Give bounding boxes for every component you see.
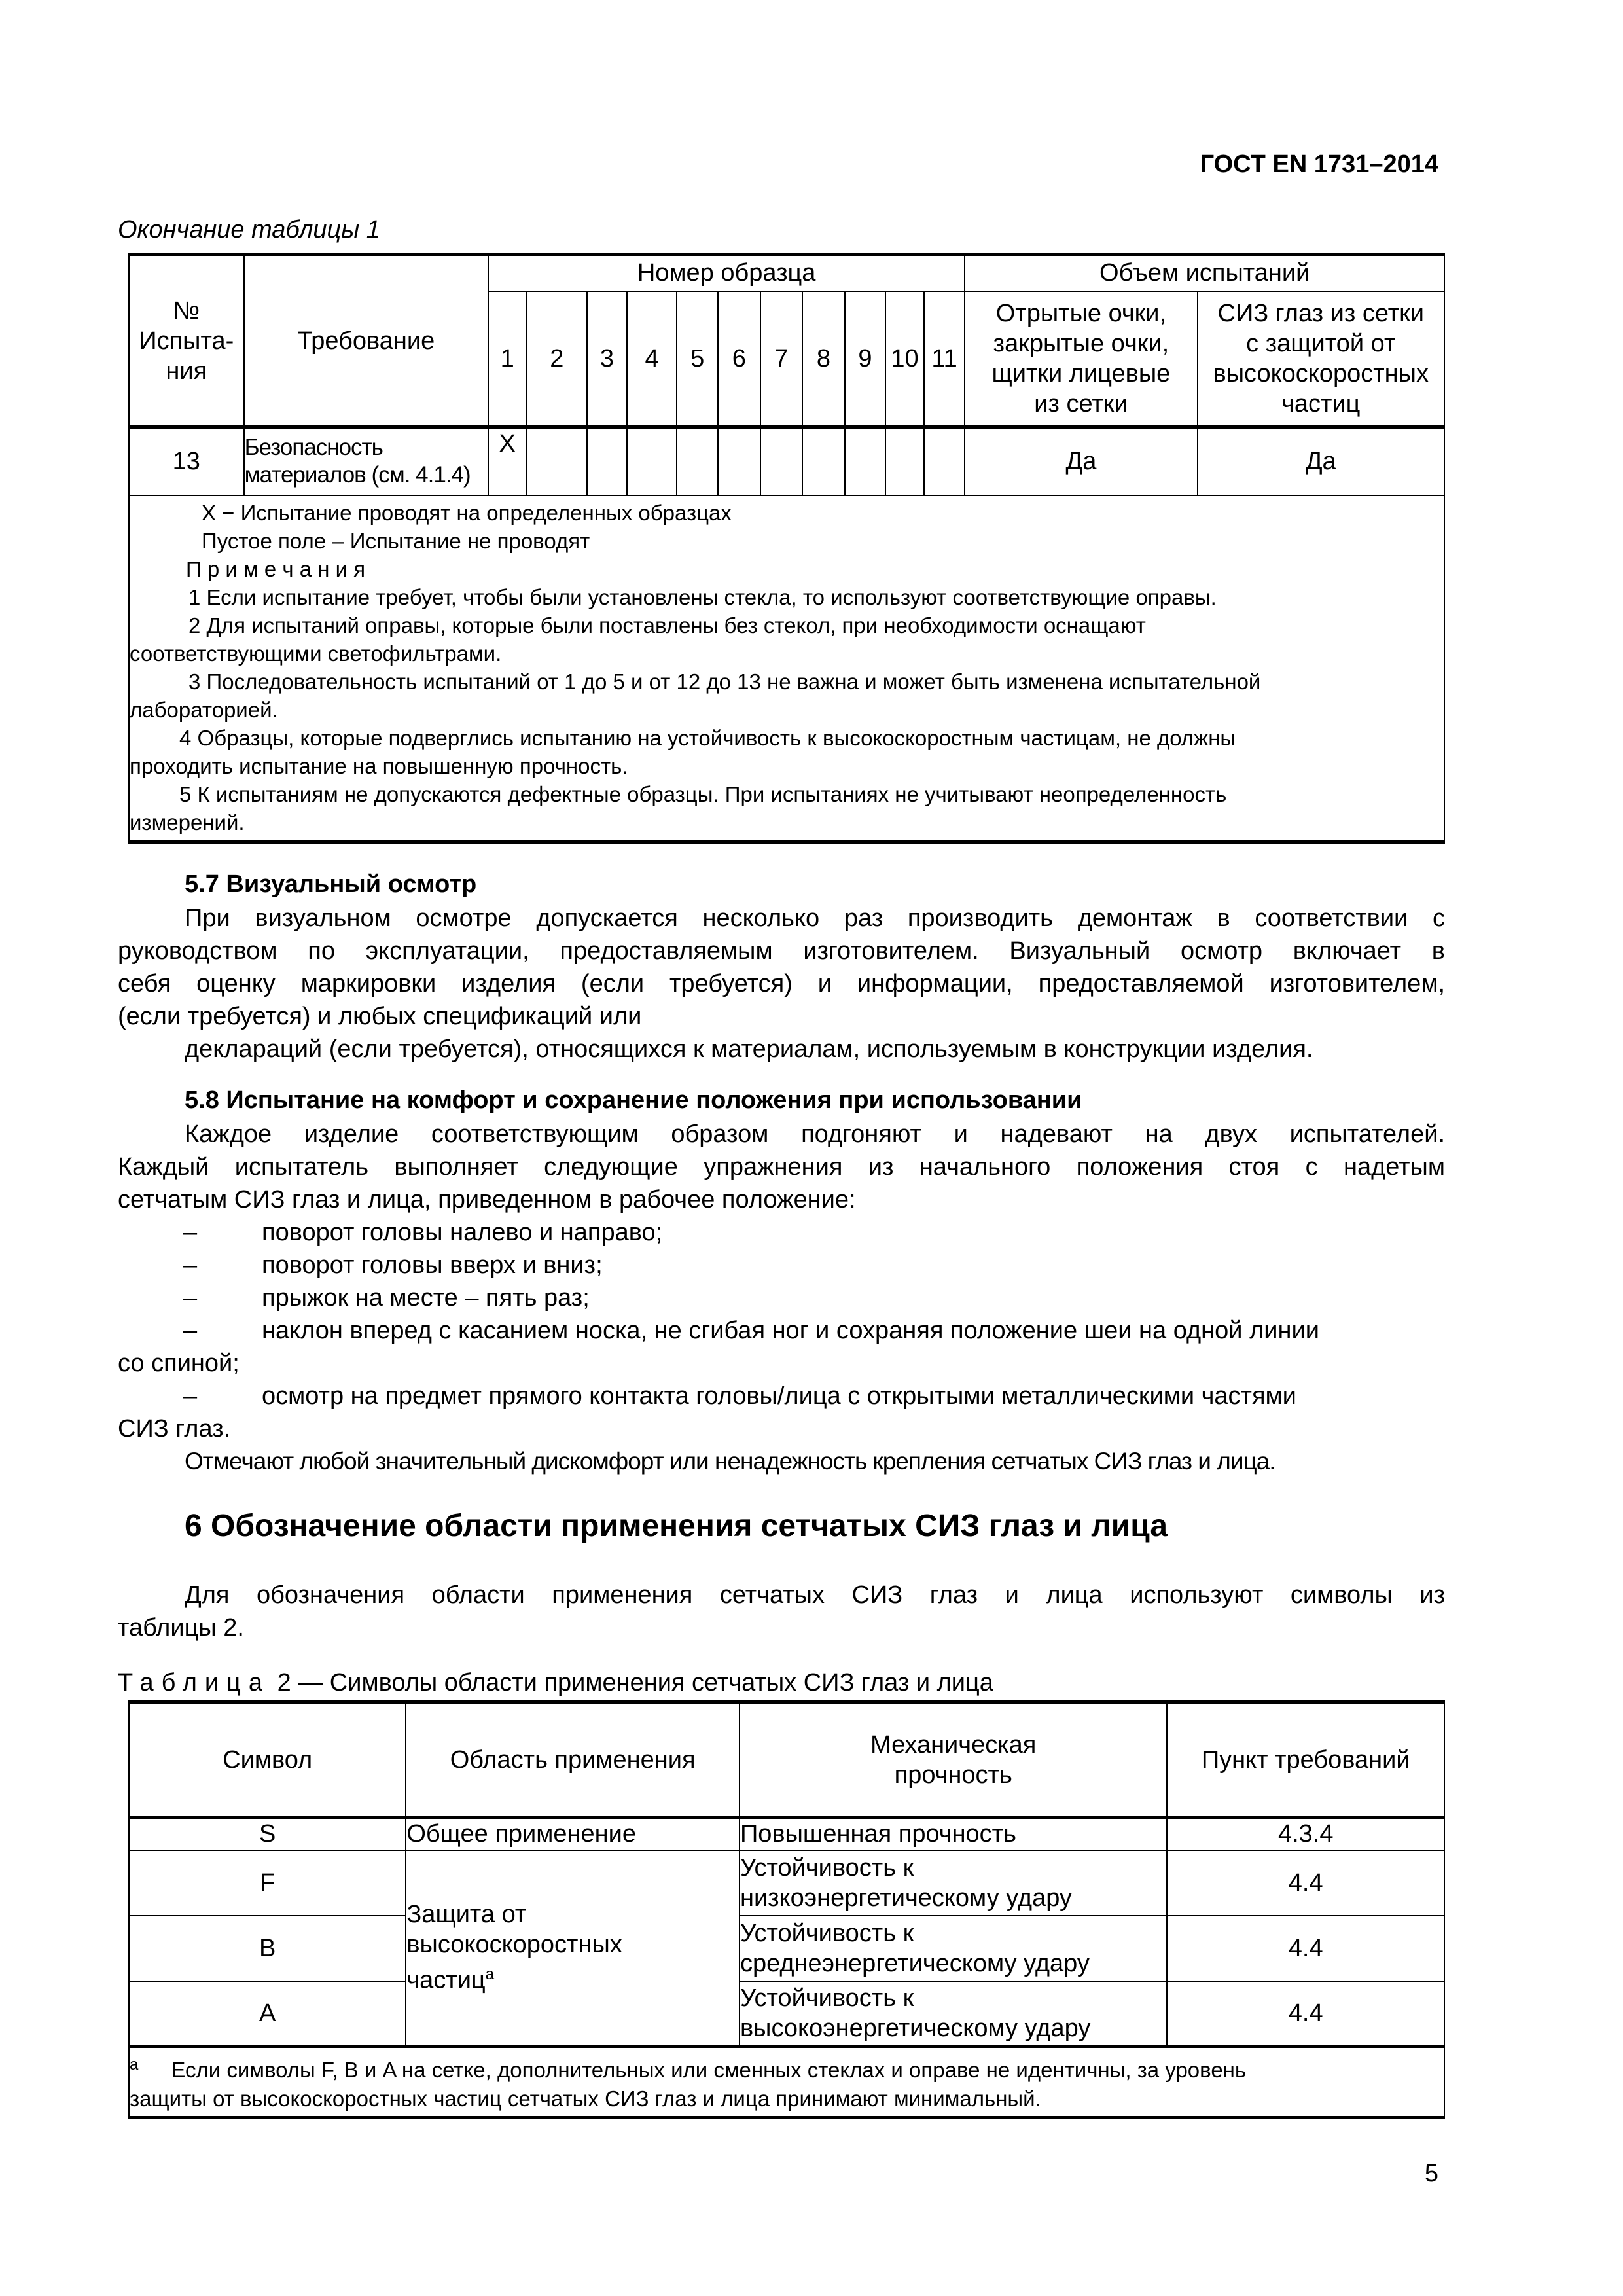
t2-row-strength: Устойчивость к среднеэнергетическому удару <box>740 1916 1167 1981</box>
row-sample-10 <box>885 427 924 495</box>
t2-header-clause: Пункт требований <box>1167 1702 1444 1818</box>
section-5-8-intro: Каждое изделие соответствующим образом подгоняют и надевают на двух испытателей. Каждый испытатель выполняет следующие упражнения из начального положения стоя с надетым сетчатым СИЗ глаз и лица, приведенном в рабочее положение: <box>118 1121 1445 1213</box>
notes-heading: П р и м е ч а н и я <box>186 556 366 581</box>
row-sample-2 <box>526 427 587 495</box>
row-sample-3 <box>587 427 627 495</box>
document-code: ГОСТ EN 1731–2014 <box>1200 151 1438 178</box>
sample-col-5: 5 <box>677 291 718 427</box>
t2-header-symbol: Символ <box>129 1702 406 1818</box>
note-x-legend: X − Испытание проводят на определенных образцах <box>202 500 732 525</box>
sample-col-7: 7 <box>760 291 803 427</box>
t2-row-area: Общее применение <box>406 1818 740 1850</box>
scope-col-mesh-ppe: СИЗ глаз из сетки с защитой от высокоскоростных частиц <box>1198 291 1445 427</box>
sample-col-1: 1 <box>488 291 527 427</box>
sample-col-2: 2 <box>526 291 587 427</box>
row-sample-7 <box>760 427 803 495</box>
row-sample-4 <box>627 427 677 495</box>
t2-merged-area: Защита от высокоскоростных частиц$^a$ <box>406 1850 740 2047</box>
table2-caption: Таблица 2 — Символы области применения сетчатых СИЗ глаз и лица <box>118 1669 993 1696</box>
table1-caption: Окончание таблицы 1 <box>118 216 380 243</box>
note-3-cont: лабораторией. <box>130 697 278 722</box>
t2-row-clause: 4.4 <box>1167 1981 1444 2047</box>
t2-row-symbol: F <box>129 1850 406 1916</box>
table1 <box>128 253 1445 844</box>
row-requirement: Безопасность материалов (см. 4.1.4) <box>244 427 488 495</box>
table2 <box>128 1700 1445 2119</box>
row-sample-1-mark: X <box>488 427 527 495</box>
note-2: 2 Для испытаний оправы, которые были поставлены без стекол, при необходимости оснащают <box>188 613 1146 637</box>
t2-row-clause: 4.4 <box>1167 1850 1444 1916</box>
page-number: 5 <box>1424 2160 1438 2187</box>
t2-row-clause: 4.4 <box>1167 1916 1444 1981</box>
section-5-8-heading: 5.8 Испытание на комфорт и сохранение положения при использовании <box>185 1086 1082 1114</box>
list-item-5: – осмотр на предмет прямого контакта головы/лица с открытыми металлическими частями СИЗ глаз. <box>118 1382 1296 1443</box>
note-4-cont: проходить испытание на повышенную прочность. <box>130 753 628 778</box>
note-5-cont: измерений. <box>130 810 245 834</box>
t2-row-strength: Устойчивость к высокоэнергетическому удару <box>740 1981 1167 2047</box>
note-3: 3 Последовательность испытаний от 1 до 5 и от 12 до 13 не важна и может быть изменена испытательной <box>188 669 1261 694</box>
list-item-4: – наклон вперед с касанием носка, не сгибая ног и сохраняя положение шеи на одной линии со спиной; <box>118 1317 1319 1377</box>
t2-row-symbol: A <box>129 1981 406 2047</box>
note-4: 4 Образцы, которые подверглись испытанию на устойчивость к высокоскоростным частицам, не должны <box>179 725 1236 750</box>
section-6-body: Для обозначения области применения сетчатых СИЗ глаз и лица используют символы из таблицы 2. <box>118 1581 1445 1641</box>
note-1: 1 Если испытание требует, чтобы были установлены стекла, то используют соответствующие оправы. <box>188 584 1217 609</box>
t2-header-area: Область применения <box>406 1702 740 1818</box>
row-sample-9 <box>845 427 886 495</box>
section-5-7-body: При визуальном осмотре допускается несколько раз производить демонтаж в соответствии с руководством по эксплуатации, предоставляемым изготовителем. Визуальный осмотр включает в себя оценку маркировки изделия (если требуется) и информации, предоставляемой изготовителем, (если требуется) и любых спецификаций или деклараций (если требуется), относящихся к материалам, используемым в конструкции изделия. <box>118 905 1445 1063</box>
table2-footnote: $^a$ Если символы F, B и A на сетке, дополнительных или сменных стеклах и оправе не идентичны, за уровень защиты от высокоскоростных частиц сетчатых СИЗ глаз и лица принимают минимальный. <box>129 2047 1444 2118</box>
sample-col-8: 8 <box>802 291 845 427</box>
sample-col-9: 9 <box>845 291 886 427</box>
t2-row-clause: 4.3.4 <box>1167 1818 1444 1850</box>
table1-notes <box>129 495 1444 842</box>
scope-group-header: Объем испытаний <box>965 255 1444 291</box>
t2-row-strength: Повышенная прочность <box>740 1818 1167 1850</box>
sample-col-11: 11 <box>924 291 965 427</box>
sample-col-4: 4 <box>627 291 677 427</box>
row-test-number: 13 <box>129 427 244 495</box>
col-test-number-header: № Испыта- ния <box>129 255 244 427</box>
row-sample-5 <box>677 427 718 495</box>
note-2-cont: соответствующими светофильтрами. <box>130 641 502 666</box>
t2-row-symbol: B <box>129 1916 406 1981</box>
t2-row-symbol: S <box>129 1818 406 1850</box>
section-5-8-closing: Отмечают любой значительный дискомфорт или ненадежность крепления сетчатых СИЗ глаз и лица. <box>185 1448 1275 1475</box>
section-6-heading: 6 Обозначение области применения сетчатых СИЗ глаз и лица <box>185 1509 1168 1543</box>
row-sample-11 <box>924 427 965 495</box>
sample-col-3: 3 <box>587 291 627 427</box>
row-sample-6 <box>718 427 760 495</box>
note-empty-legend: Пустое поле – Испытание не проводят <box>202 528 590 553</box>
row-scope-2: Да <box>1198 427 1445 495</box>
t2-row-strength: Устойчивость к низкоэнергетическому удару <box>740 1850 1167 1916</box>
note-5: 5 К испытаниям не допускаются дефектные образцы. При испытаниях не учитывают неопределенность <box>179 781 1227 806</box>
row-scope-1: Да <box>965 427 1197 495</box>
section-5-7-heading: 5.7 Визуальный осмотр <box>185 870 477 898</box>
sample-number-group-header: Номер образца <box>488 255 965 291</box>
sample-col-10: 10 <box>885 291 924 427</box>
row-sample-8 <box>802 427 845 495</box>
t2-header-strength: Механическая прочность <box>740 1702 1167 1818</box>
scope-col-glasses: Отрытые очки, закрытые очки, щитки лицевые из сетки <box>965 291 1197 427</box>
sample-col-6: 6 <box>718 291 760 427</box>
col-requirement-header: Требование <box>244 255 488 427</box>
footnote-mark: a <box>130 2056 139 2073</box>
